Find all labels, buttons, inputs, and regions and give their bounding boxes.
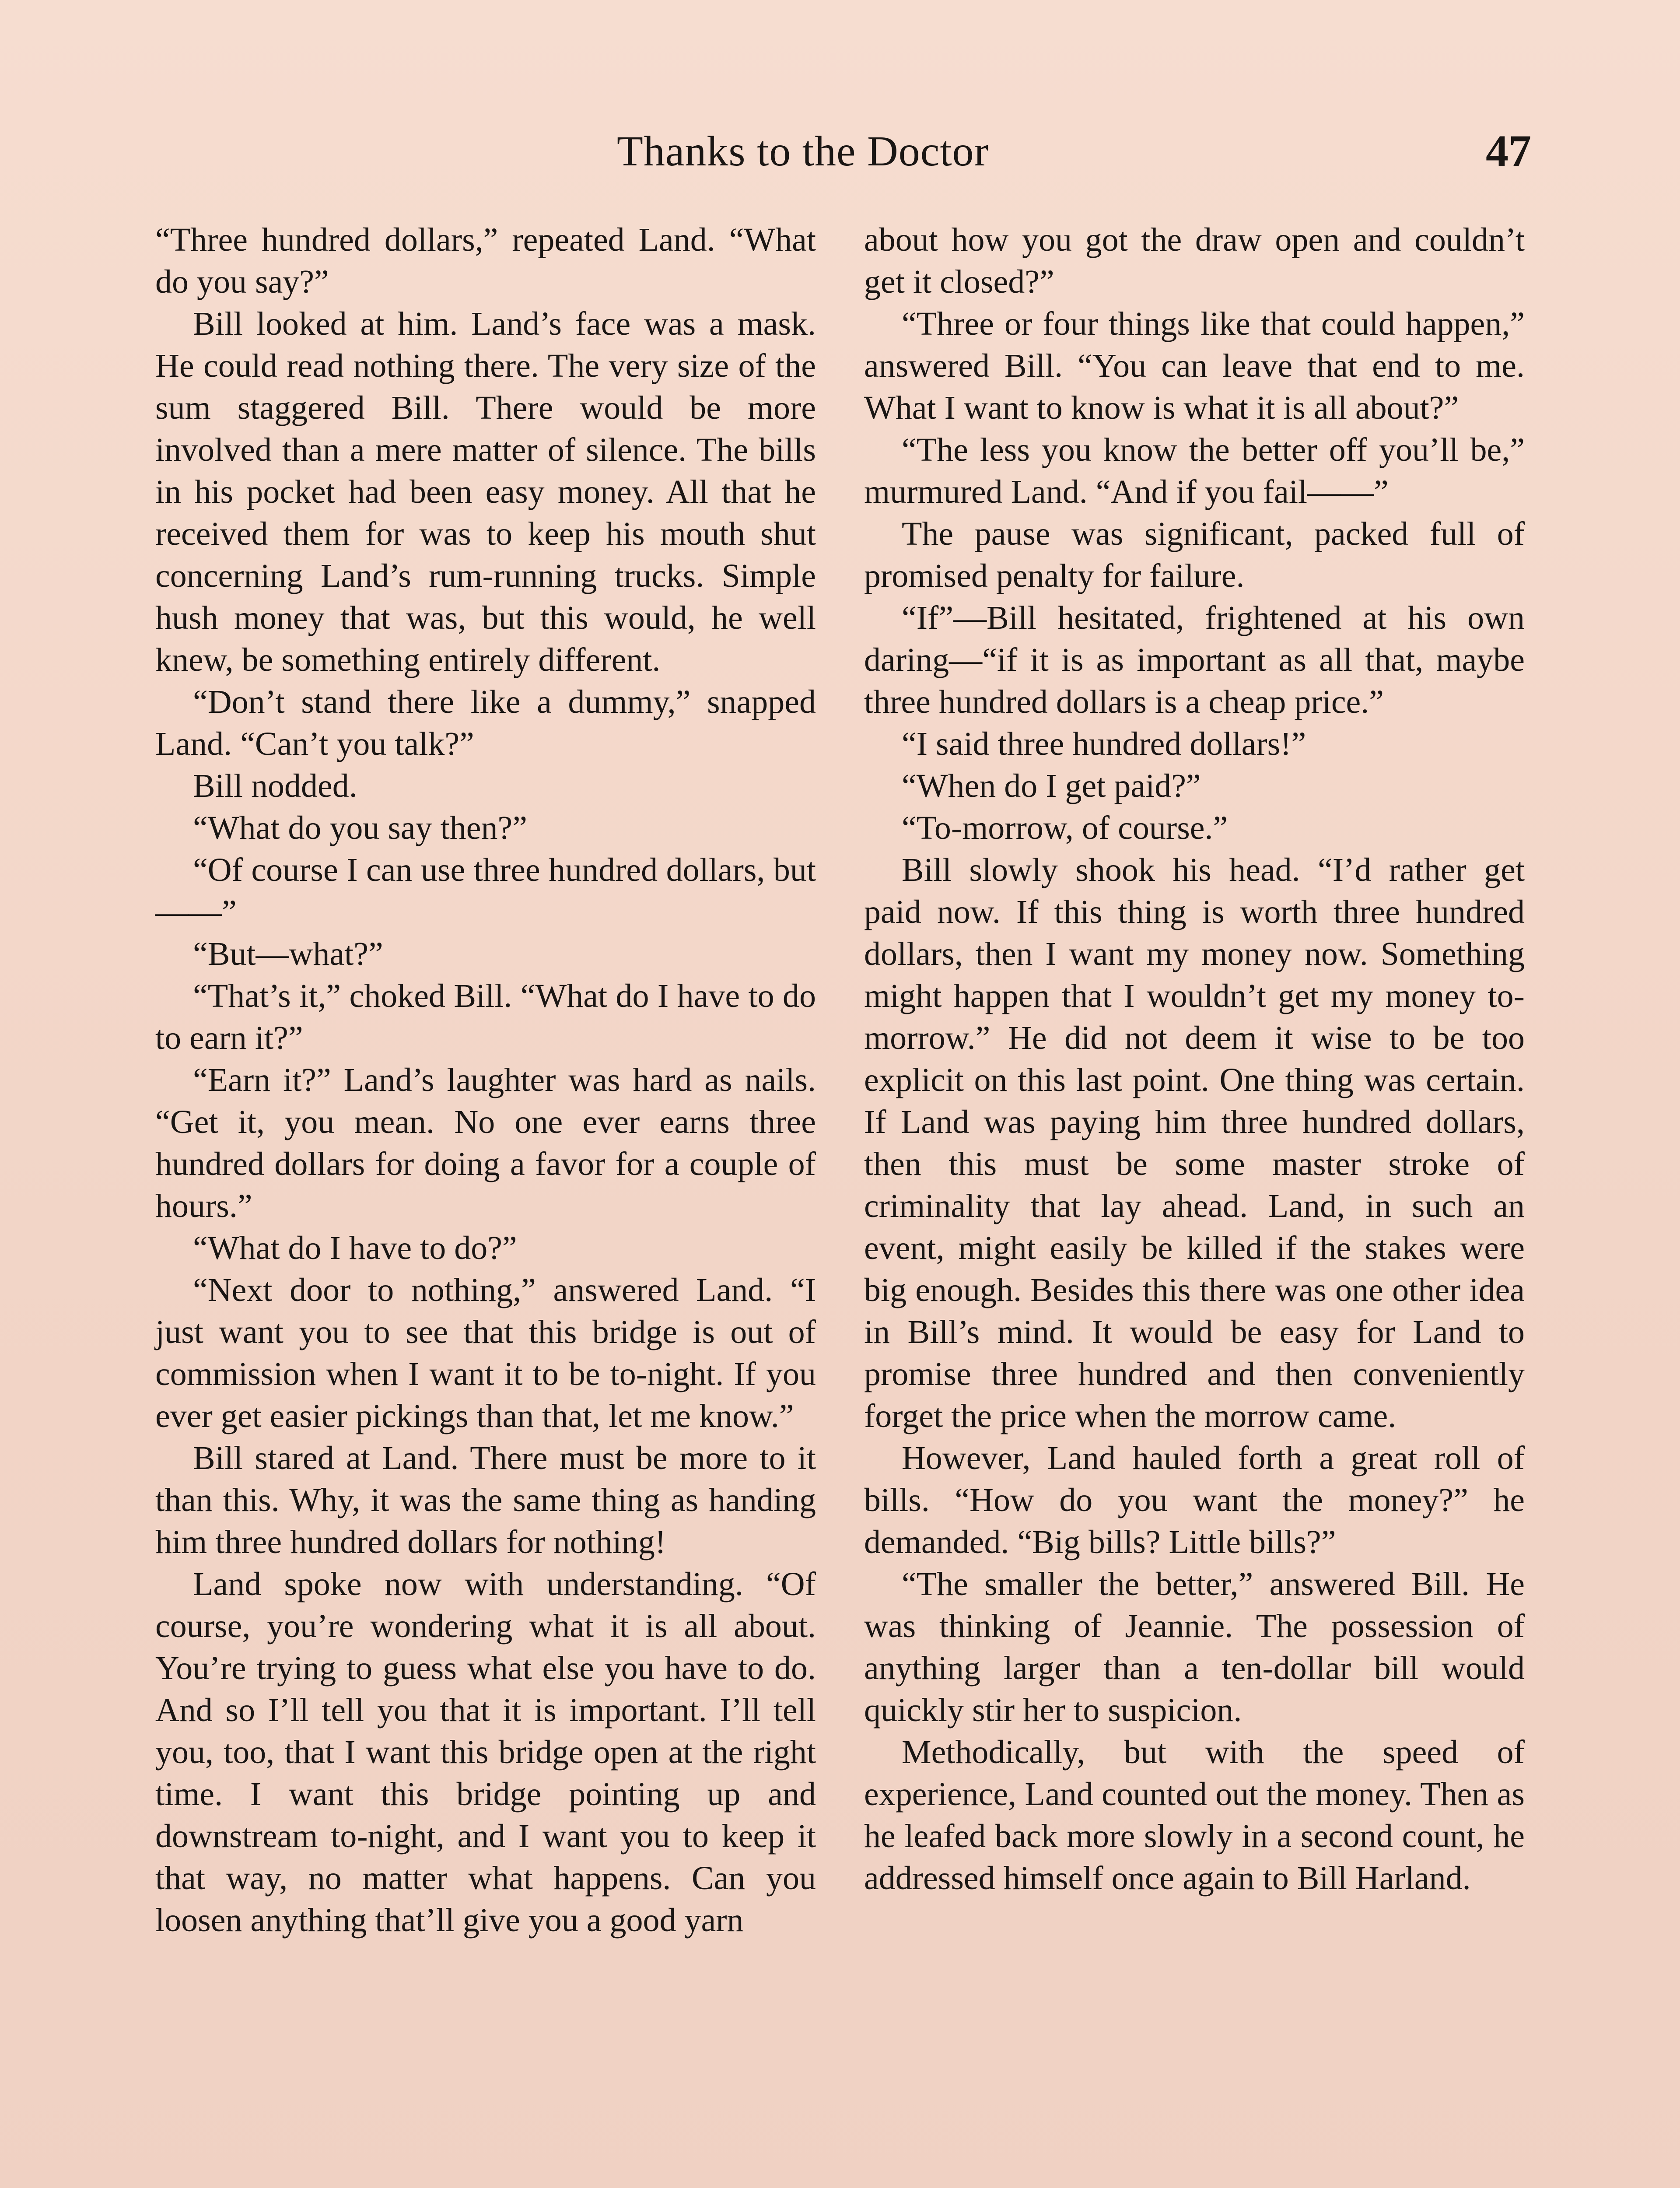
paragraph: “Don’t stand there like a dummy,” snapped Land. “Can’t you talk?” xyxy=(155,684,816,762)
paragraph: “Of course I can use three hundred dollars, but——” xyxy=(155,852,816,930)
paragraph: Bill looked at him. Land’s face was a mask. He could read nothing there. The very size of the sum staggered Bill. There would be more involved than a mere matter of silence. The bills in his pocket had been easy money. All that he received them for was to keep his mouth shut concerning Land’s rum-running trucks. Simple hush money that was, but this would, he well knew, be something entirely different. xyxy=(155,305,816,678)
paragraph: “Three hundred dollars,” repeated Land. “What do you say?” xyxy=(155,221,816,300)
paragraph: about how you got the draw open and couldn’t get it closed?” xyxy=(864,221,1525,300)
paragraph: However, Land hauled forth a great roll of bills. “How do you want the money?” he demanded. “Big bills? Little bills?” xyxy=(864,1440,1525,1560)
paragraph: “What do I have to do?” xyxy=(193,1230,517,1266)
paragraph: “Three or four things like that could happen,” answered Bill. “You can leave that end to me. What I want to know is what it is all about?” xyxy=(864,305,1525,426)
paragraph: Bill slowly shook his head. “I’d rather get paid now. If this thing is worth three hundred dollars, then I want my money now. Something might happen that I wouldn’t get my money to-morrow.” He did not deem it wise to be too explicit on this last point. One thing was certain. If Land was paying him three hundred dollars, then this must be some master stroke of criminality that lay ahead. Land, in such an event, might easily be killed if the stakes were big enough. Besides this there was one other idea in Bill’s mind. It would be easy for Land to promise three hundred and then conveniently forget the price when the morrow came. xyxy=(864,852,1525,1434)
paragraph: Land spoke now with understanding. “Of course, you’re wondering what it is all about. You’re trying to guess what else you have to do. And so I’ll tell you that it is important. I’ll tell you, too, that I want this bridge open at the right time. I want this bridge pointing up and downstream to-night, and I want you to keep it that way, no matter what happens. Can you loosen anything that’ll give you a good yarn xyxy=(155,1566,816,1939)
paragraph: “I said three hundred dollars!” xyxy=(902,726,1306,762)
text-column-left xyxy=(155,219,816,1941)
paragraph: Methodically, but with the speed of experience, Land counted out the money. Then as he leafed back more slowly in a second count, he addressed himself once again to Bill Harland. xyxy=(864,1734,1525,1897)
paragraph: “To-morrow, of course.” xyxy=(902,810,1228,846)
text-column-right xyxy=(864,219,1525,1899)
paragraph: Bill stared at Land. There must be more to it than this. Why, it was the same thing as handing him three hundred dollars for nothing! xyxy=(155,1440,816,1560)
page-number: 47 xyxy=(1486,126,1531,176)
running-title: Thanks to the Doctor xyxy=(617,128,989,175)
paragraph: “The less you know the better off you’ll be,” murmured Land. “And if you fail——” xyxy=(864,431,1525,510)
paragraph: “When do I get paid?” xyxy=(902,768,1201,804)
paragraph: “What do you say then?” xyxy=(193,810,527,846)
paragraph: “But—what?” xyxy=(193,936,383,972)
paragraph: “The smaller the better,” answered Bill. He was thinking of Jeannie. The possession of anything larger than a ten-dollar bill would quickly stir her to suspicion. xyxy=(864,1566,1525,1729)
paragraph: “That’s it,” choked Bill. “What do I have to do to earn it?” xyxy=(155,978,816,1056)
paragraph: “Earn it?” Land’s laughter was hard as nails. “Get it, you mean. No one ever earns three hundred dollars for doing a favor for a couple of hours.” xyxy=(155,1062,816,1224)
paragraph: Bill nodded. xyxy=(193,768,357,804)
paragraph: The pause was significant, packed full of promised penalty for failure. xyxy=(864,515,1525,594)
paragraph: “If”—Bill hesitated, frightened at his own daring—“if it is as important as all that, maybe three hundred dollars is a cheap price.” xyxy=(864,600,1525,720)
paragraph: “Next door to nothing,” answered Land. “I just want you to see that this bridge is out of commission when I want it to be to-night. If you ever get easier pickings than that, let me know.” xyxy=(155,1272,816,1434)
